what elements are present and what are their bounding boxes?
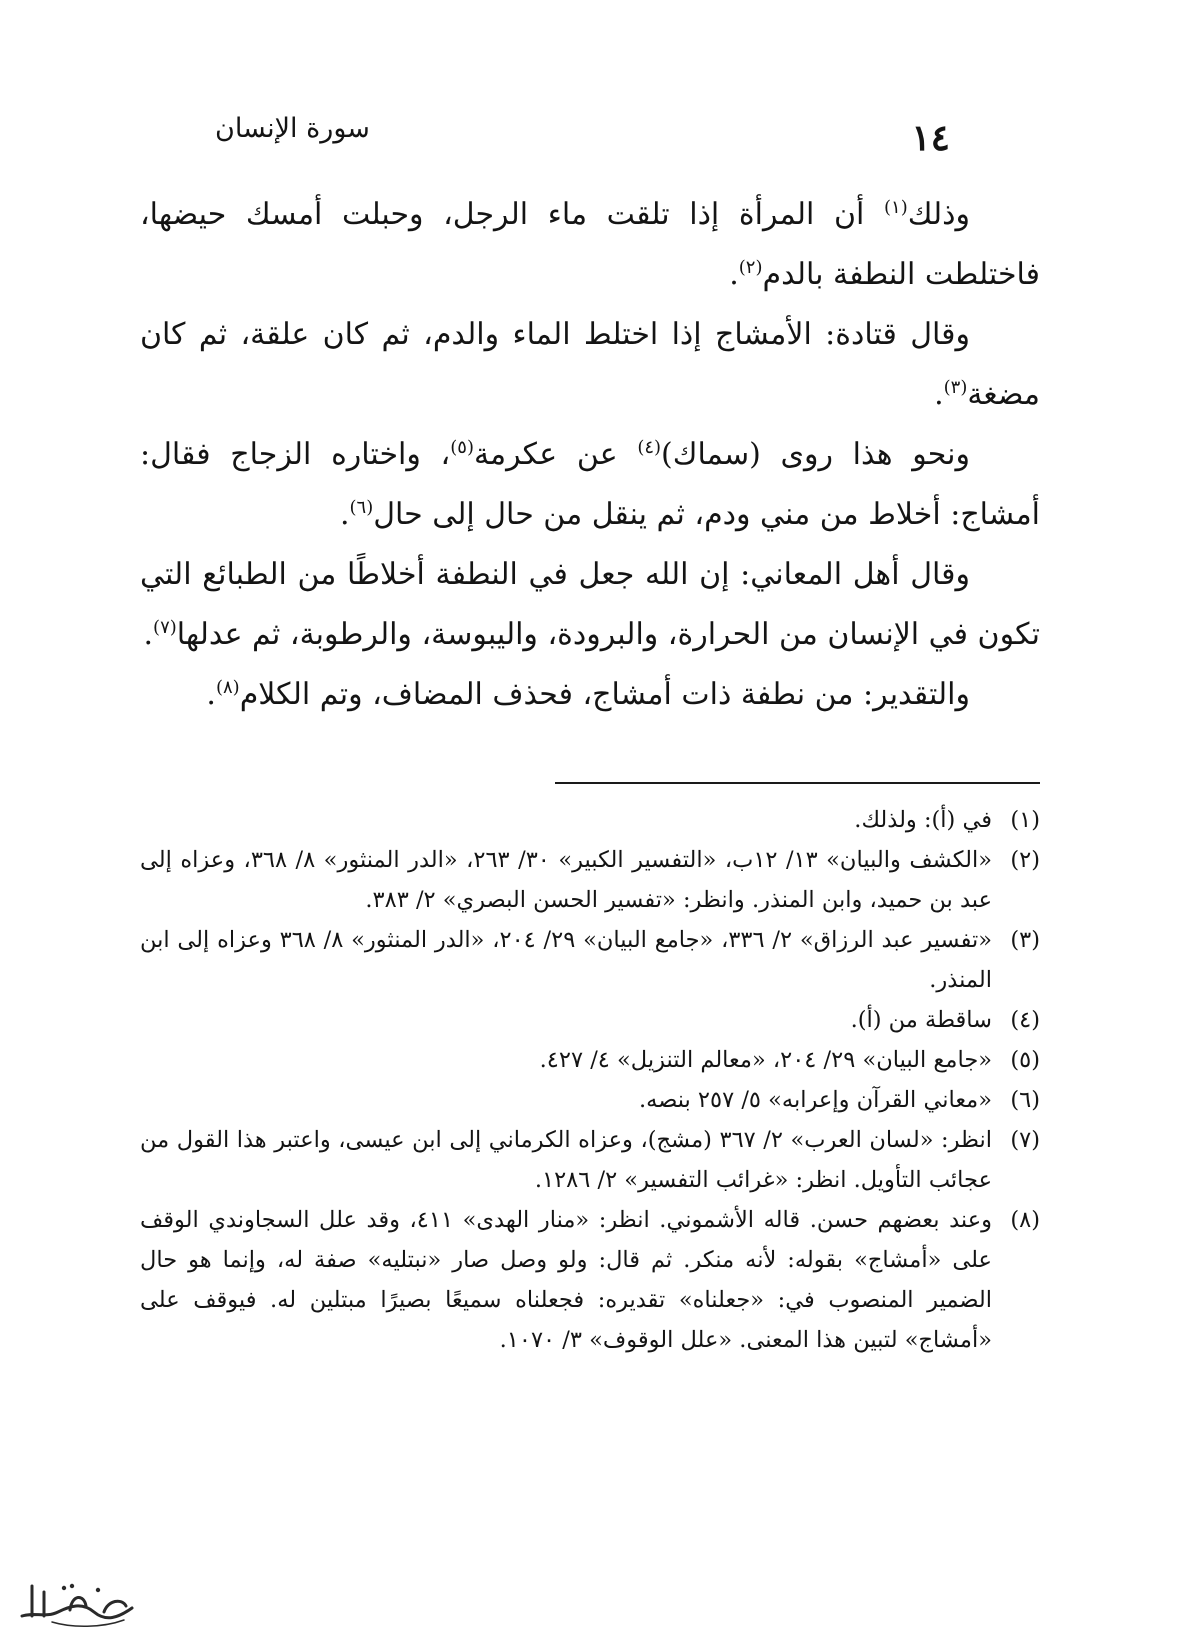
calligraphy-stamp-icon [12,1572,142,1636]
footnote-marker[interactable]: (٨) [215,677,240,698]
paragraph [140,545,1040,665]
footnote [140,1080,1040,1120]
text-run: . [934,377,944,412]
footnote-number: (١) [1010,807,1040,833]
footnote [140,1000,1040,1040]
footnote [140,920,1040,1000]
footnote-number: (٨) [1010,1207,1040,1233]
text-run: . [729,257,739,292]
footnote-marker[interactable]: (٢) [738,257,763,278]
text-run: والتقدير: من نطفة ذات أمشاج، فحذف المضاف، وتم الكلام [239,677,970,712]
text-run: وقال أهل المعاني: إن الله جعل في النطفة أخلاطًا من الطبائع التي تكون في الإنسان من الحرارة، والبرودة، واليبوسة، والرطوبة، ثم عدلها [140,557,1040,652]
footnotes [140,800,1040,1360]
footnote-number: (٧) [1010,1127,1040,1153]
footnote-number: (٢) [1010,847,1040,873]
footnote-marker[interactable]: (٤) [637,437,662,458]
text-run: ونحو هذا روى (سماك) [661,437,970,472]
text-run: أن المرأة إذا تلقت ماء الرجل، وحبلت أمسك حيضها، فاختلطت النطفة بالدم [140,197,1040,292]
running-title: سورة الإنسان [215,113,370,144]
footnote [140,1120,1040,1200]
text-run: وقال قتادة: الأمشاج إذا اختلط الماء والدم، ثم كان علقة، ثم كان مضغة [140,317,1040,412]
footnote-number: (٤) [1010,1007,1040,1033]
footnote-text: وعند بعضهم حسن. قاله الأشموني. انظر: «منار الهدى» ٤١١، وقد علل السجاوندي الوقف على «أمشاج» بقوله: لأنه منكر. ثم قال: ولو وصل صار «نبتليه» صفة له، وإنما هو حال الضمير المنصوب في: «جعلناه» تقديره: فجعلناه سميعًا بصيرًا مبتلين له. فيوقف على «أمشاج» لتبين هذا المعنى. «علل الوقوف» ٣/ ١٠٧٠. [140,1207,992,1353]
page-header [0,112,1185,162]
footnote-text: «تفسير عبد الرزاق» ٢/ ٣٣٦، «جامع البيان» ٢٩/ ٢٠٤، «الدر المنثور» ٨/ ٣٦٨ وعزاه إلى ابن المنذر. [140,927,993,993]
footnote-text: «الكشف والبيان» ١٣/ ١٢ب، «التفسير الكبير» ٣٠/ ٢٦٣، «الدر المنثور» ٨/ ٣٦٨، وعزاه إلى عبد بن حميد، وابن المنذر. وانظر: «تفسير الحسن البصري» ٢/ ٣٨٣. [140,847,992,913]
footnote-text: في (أ): ولذلك. [854,807,992,833]
text-run: . [206,677,216,712]
footnote [140,840,1040,920]
paragraph [140,305,1040,425]
text-run: . [143,617,154,652]
paragraph [140,185,1040,305]
footnote-marker[interactable]: (٣) [943,377,968,398]
page-number: ١٤ [911,117,950,159]
text-run: . [339,497,350,532]
footnote [140,1200,1040,1360]
footnote-marker[interactable]: (٥) [450,437,474,458]
text-run: ، واختاره الزجاج فقال: أمشاج: أخلاط من مني ودم، ثم ينقل من حال إلى حال [140,437,1040,532]
main-text [140,185,1040,725]
paragraph [140,425,1040,545]
text-run: وذلك [907,197,970,232]
footnote-text: «جامع البيان» ٢٩/ ٢٠٤، «معالم التنزيل» ٤/ ٤٢٧. [539,1047,992,1073]
footnote-marker[interactable]: (١) [883,197,908,218]
footnote-number: (٦) [1010,1087,1040,1113]
footnote-number: (٥) [1010,1047,1040,1073]
footnote [140,1040,1040,1080]
text-run: عن عكرمة [473,437,638,472]
footnote-marker[interactable]: (٦) [349,497,374,518]
footnote-text: ساقطة من (أ). [850,1007,992,1033]
footnote-divider [555,782,1040,784]
footnote-marker[interactable]: (٧) [153,617,177,638]
footnote [140,800,1040,840]
footnote-number: (٣) [1010,927,1040,953]
footnote-text: انظر: «لسان العرب» ٢/ ٣٦٧ (مشج)، وعزاه الكرماني إلى ابن عيسى، واعتبر هذا القول من عجائب التأويل. انظر: «غرائب التفسير» ٢/ ١٢٨٦. [140,1127,992,1193]
footnote-text: «معاني القرآن وإعرابه» ٥/ ٢٥٧ بنصه. [638,1087,992,1113]
paragraph [140,665,1040,725]
